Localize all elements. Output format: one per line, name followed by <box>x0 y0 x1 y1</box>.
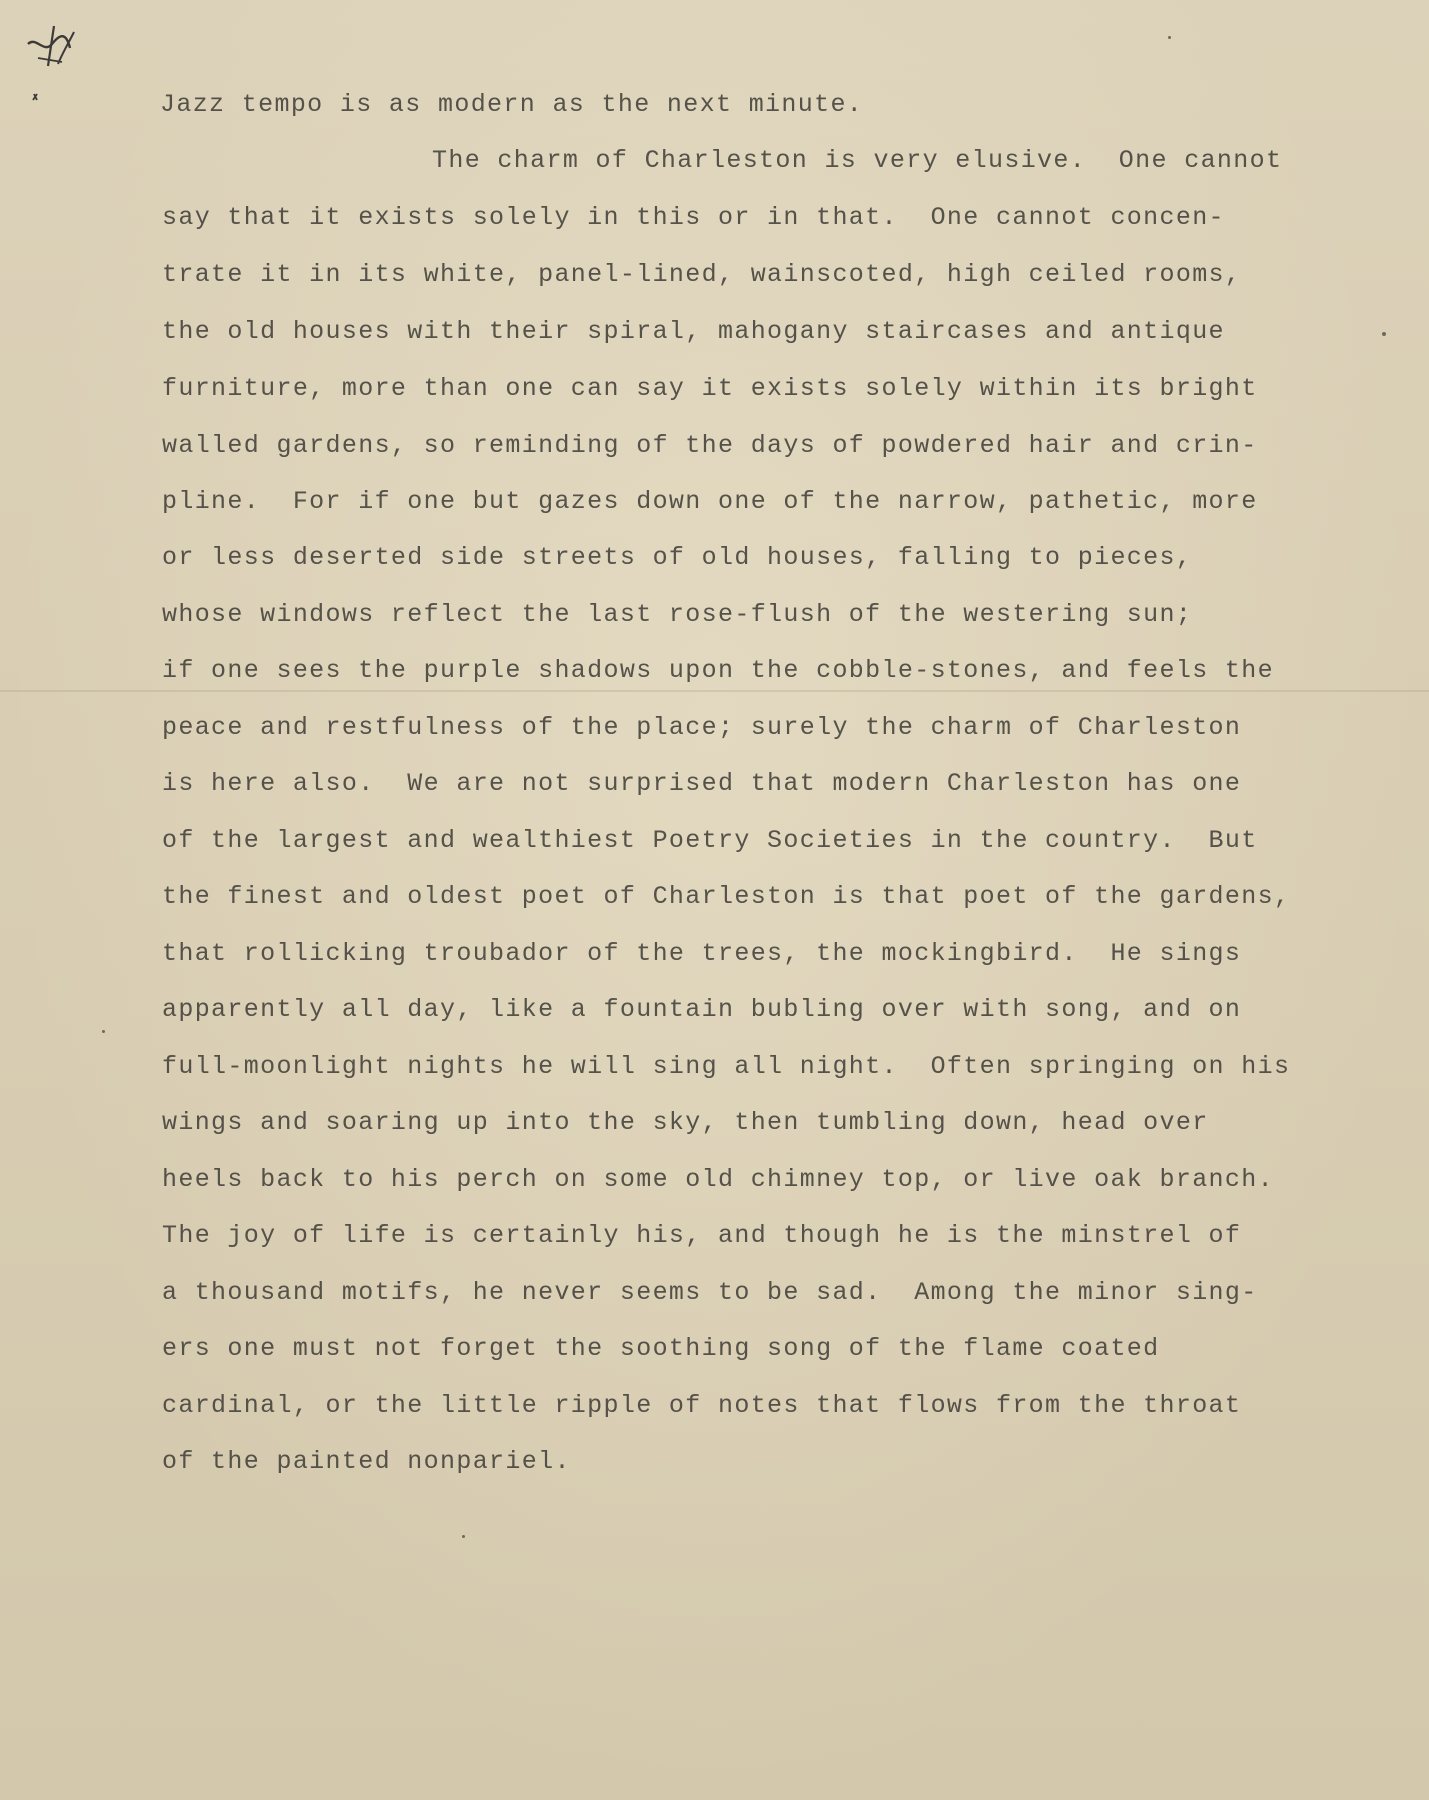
text-line: is here also. We are not surprised that modern Charleston has one <box>162 769 1242 798</box>
text-line: The charm of Charleston is very elusive. One cannot <box>432 146 1283 175</box>
text-line: trate it in its white, panel-lined, wainscoted, high ceiled rooms, <box>162 260 1242 289</box>
text-line: pline. For if one but gazes down one of the narrow, pathetic, more <box>162 487 1258 516</box>
text-line: The joy of life is certainly his, and though he is the minstrel of <box>162 1221 1242 1250</box>
text-line: full-moonlight nights he will sing all night. Often springing on his <box>162 1052 1291 1081</box>
text-line: that rollicking troubador of the trees, the mockingbird. He sings <box>162 939 1242 968</box>
text-line: the old houses with their spiral, mahogany staircases and antique <box>162 317 1225 346</box>
text-line: heels back to his perch on some old chimney top, or live oak branch. <box>162 1165 1274 1194</box>
text-line: wings and soaring up into the sky, then tumbling down, head over <box>162 1108 1209 1137</box>
text-line: a thousand motifs, he never seems to be sad. Among the minor sing- <box>162 1278 1258 1307</box>
text-line: if one sees the purple shadows upon the cobble-stones, and feels the <box>162 656 1274 685</box>
text-line: walled gardens, so reminding of the days of powdered hair and crin- <box>162 431 1258 460</box>
text-line: of the painted nonpariel. <box>162 1447 571 1476</box>
text-line: of the largest and wealthiest Poetry Societies in the country. But <box>162 826 1258 855</box>
text-line: apparently all day, like a fountain bubling over with song, and on <box>162 995 1242 1024</box>
text-line: cardinal, or the little ripple of notes that flows from the throat <box>162 1391 1242 1420</box>
text-line: peace and restfulness of the place; surely the charm of Charleston <box>162 713 1242 742</box>
text-line: furniture, more than one can say it exists solely within its bright <box>162 374 1258 403</box>
text-line: Jazz tempo is as modern as the next minute. <box>160 90 864 119</box>
text-line: ers one must not forget the soothing song of the flame coated <box>162 1334 1160 1363</box>
text-line: or less deserted side streets of old houses, falling to pieces, <box>162 543 1193 572</box>
text-line: say that it exists solely in this or in that. One cannot concen- <box>162 203 1225 232</box>
text-line: whose windows reflect the last rose-flush of the westering sun; <box>162 600 1193 629</box>
text-line: the finest and oldest poet of Charleston is that poet of the gardens, <box>162 882 1291 911</box>
